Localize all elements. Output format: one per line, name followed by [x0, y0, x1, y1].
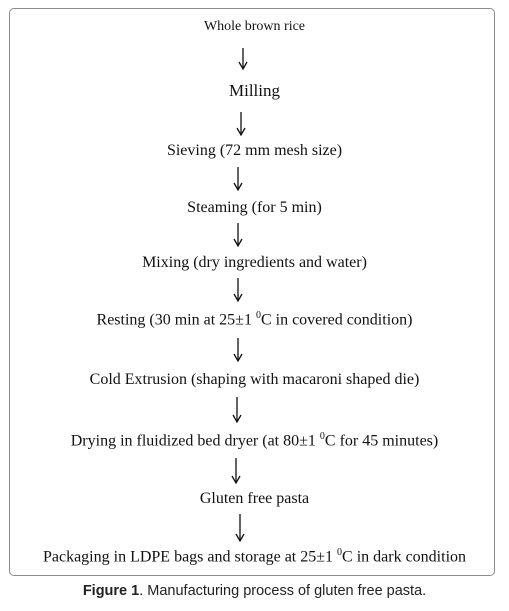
- arrow-down-icon: [232, 396, 242, 424]
- caption-text: . Manufacturing process of gluten free pasta.: [139, 583, 427, 599]
- step-packaging: Packaging in LDPE bags and storage at 25±1 $^0$C in dark condition: [42, 547, 467, 566]
- arrow-down-icon: [238, 47, 248, 71]
- arrow-down-icon: [233, 337, 243, 363]
- arrow-down-icon: [233, 166, 243, 192]
- step-cold-extrusion: Cold Extrusion (shaping with macaroni shaped die): [89, 371, 420, 388]
- step-milling: Milling: [228, 81, 280, 100]
- step-steaming: Steaming (for 5 min): [187, 199, 322, 216]
- step-mixing: Mixing (dry ingredients and water): [142, 254, 367, 271]
- step-drying: Drying in fluidized bed dryer (at 80±1 $^0$C for 45 minutes): [70, 431, 439, 450]
- step-resting: Resting (30 min at 25±1 $^0$C in covered condition): [96, 310, 413, 329]
- figure-caption: [0, 583, 509, 599]
- arrow-down-icon: [231, 457, 241, 485]
- arrow-down-icon: [236, 111, 246, 137]
- arrow-down-icon: [233, 222, 243, 248]
- step-gluten-free-pasta: Gluten free pasta: [199, 490, 310, 507]
- arrow-down-icon: [235, 513, 245, 543]
- arrow-down-icon: [233, 277, 243, 303]
- step-sieving: Sieving (72 mm mesh size): [166, 142, 343, 159]
- figure-label: Figure 1: [82, 583, 140, 599]
- step-whole-brown-rice: Whole brown rice: [203, 19, 306, 34]
